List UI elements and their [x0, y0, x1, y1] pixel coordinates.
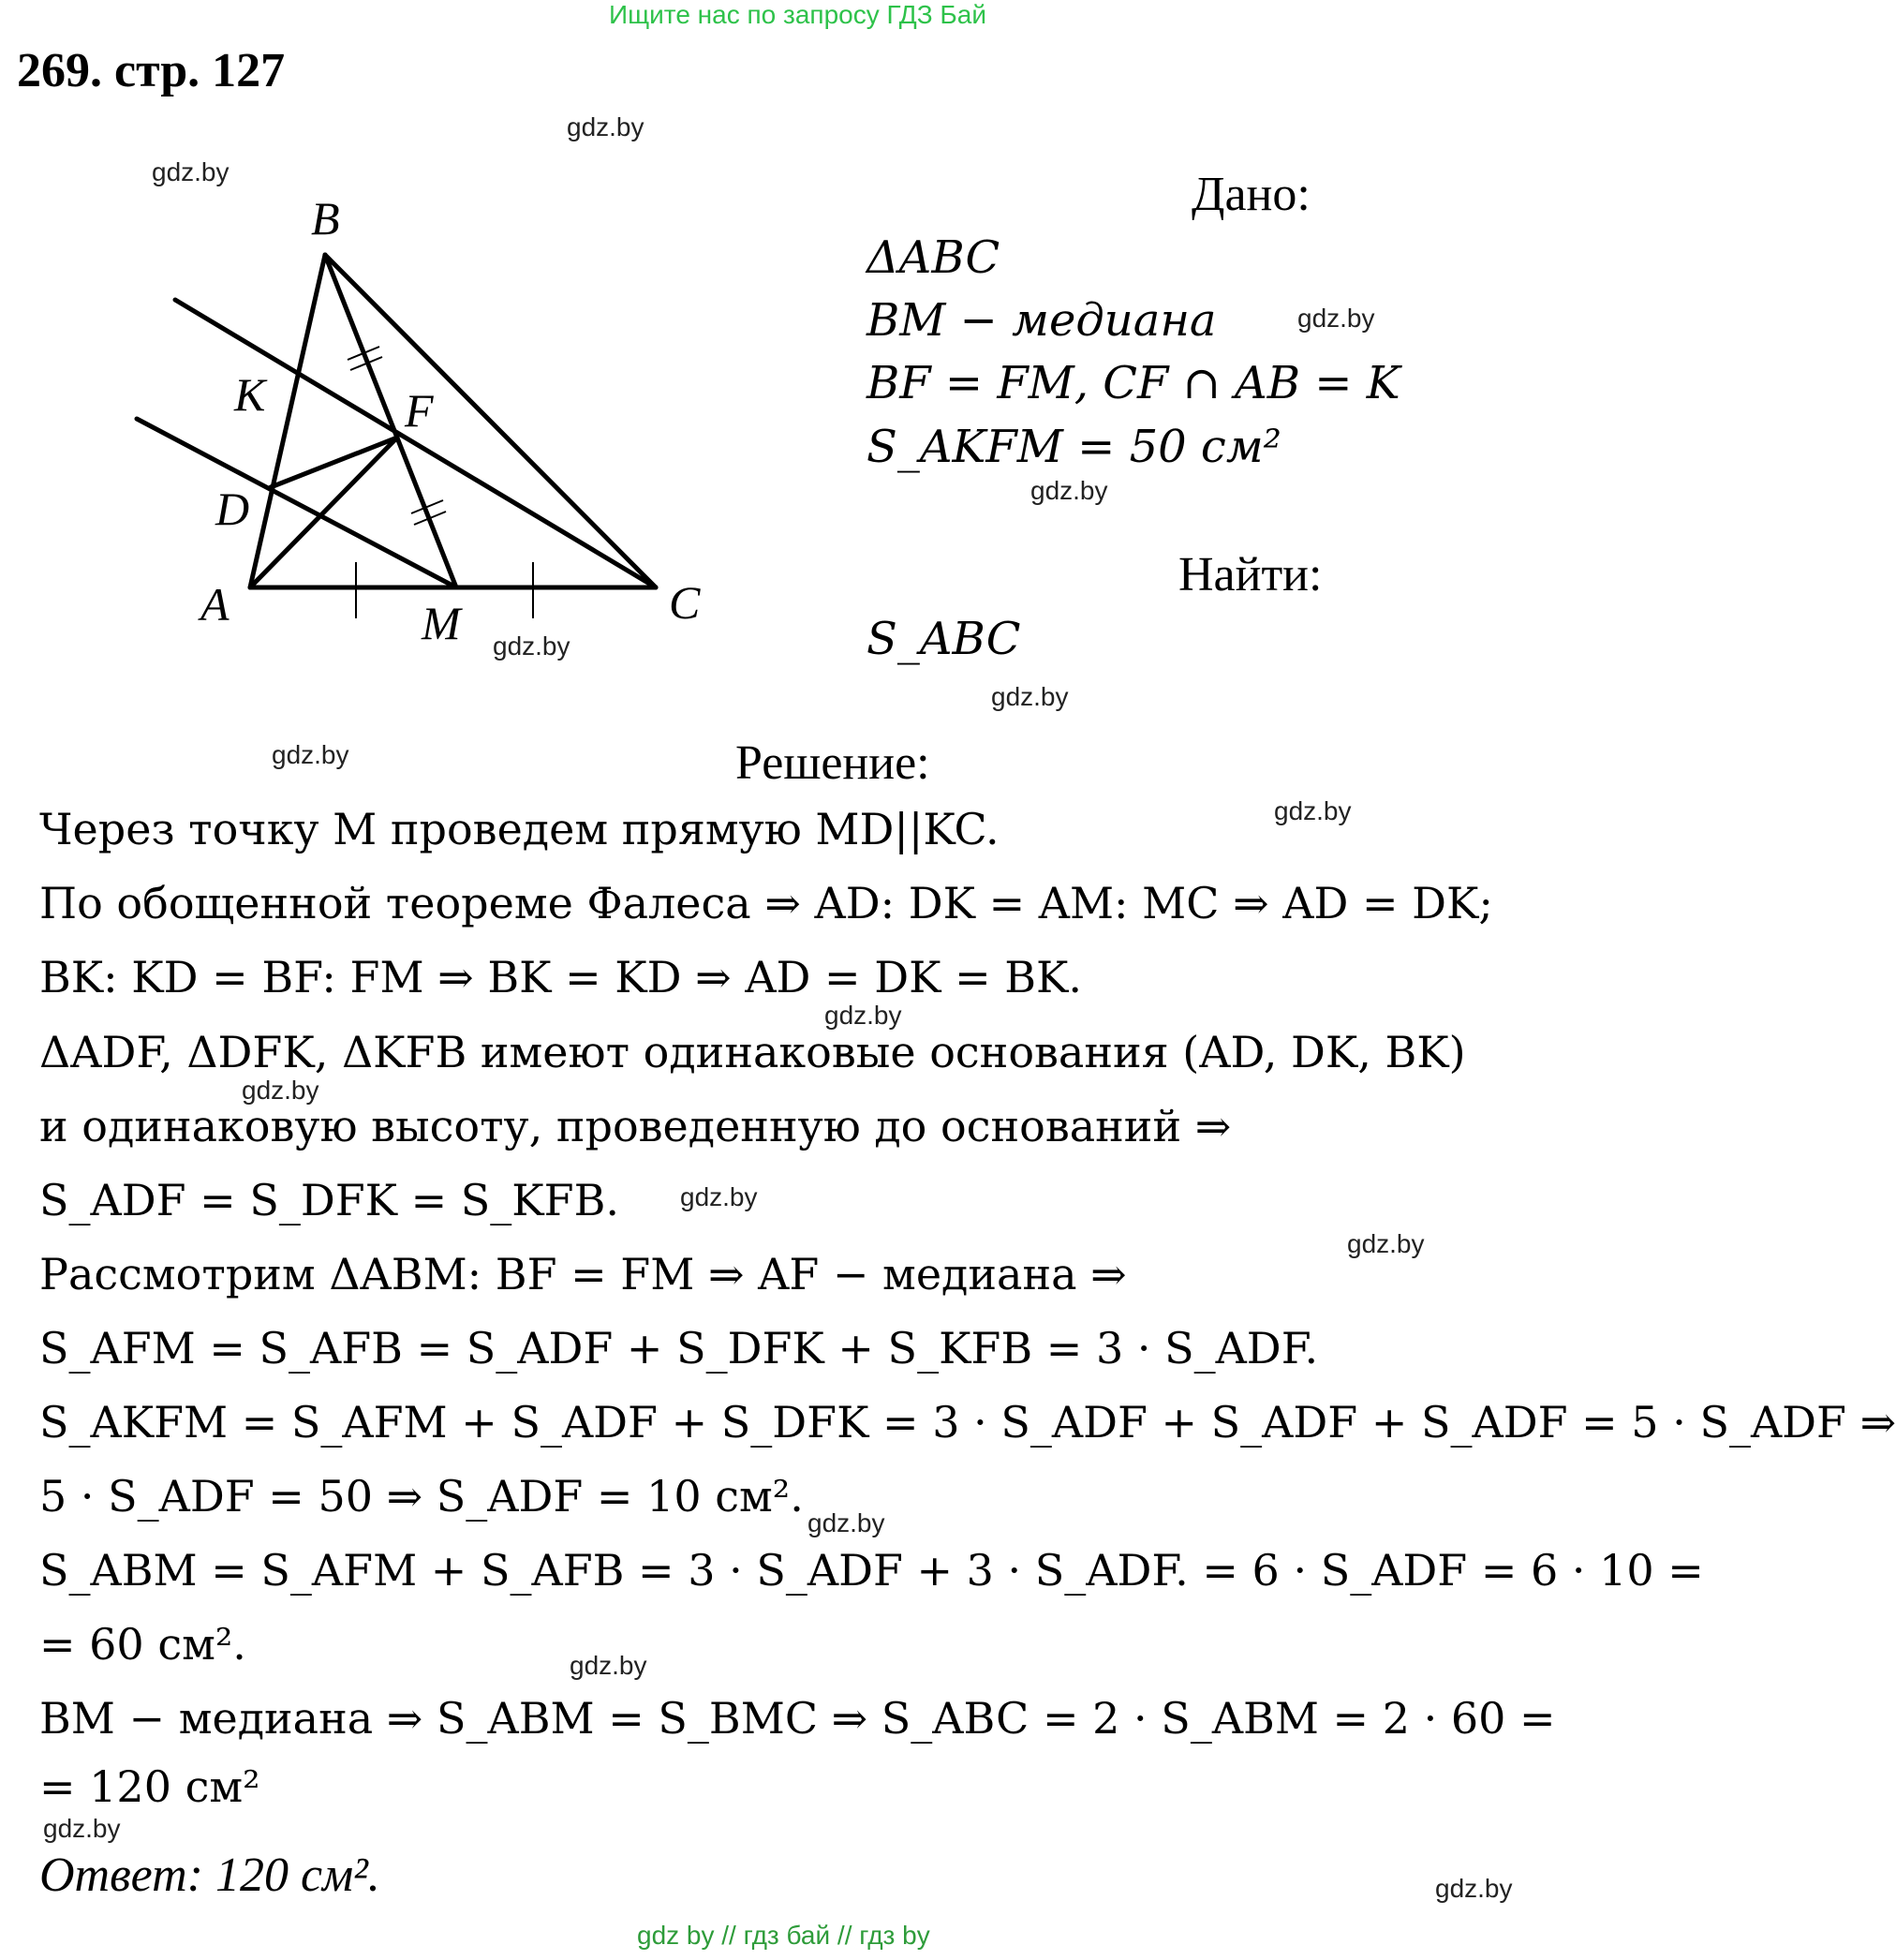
- solution-line: S_ADF = S_DFK = S_KFB.: [39, 1175, 620, 1225]
- footer-links[interactable]: gdz by // гдз бай // гдз by: [637, 1921, 930, 1950]
- solution-line: BK: KD = BF: FM ⇒ BK = KD ⇒ AD = DK = BK.: [39, 952, 1083, 1002]
- watermark: gdz.by: [1297, 304, 1375, 333]
- solution-line: = 60 см².: [39, 1619, 246, 1670]
- label-point-c: C: [669, 576, 701, 629]
- solution-line: S_AFM = S_AFB = S_ADF + S_DFK + S_KFB = 3 · S_ADF.: [39, 1323, 1319, 1373]
- watermark: gdz.by: [1347, 1229, 1425, 1258]
- given-line: S_AKFM = 50 см²: [867, 421, 1281, 473]
- solution-title: Решение:: [735, 736, 930, 790]
- watermark: gdz.by: [570, 1651, 647, 1680]
- segment-df: [271, 438, 397, 487]
- watermark: gdz.by: [1030, 476, 1108, 505]
- label-point-d: D: [215, 483, 250, 535]
- solution-line: и одинаковую высоту, проведенную до оснований ⇒: [39, 1101, 1232, 1151]
- watermark: gdz.by: [991, 682, 1069, 711]
- find-title: Найти:: [1178, 548, 1323, 601]
- solution-line: BM − медиана ⇒ S_ABM = S_BMC ⇒ S_ABC = 2 · S_ABM = 2 · 60 =: [39, 1693, 1556, 1744]
- watermark: gdz.by: [43, 1814, 121, 1843]
- watermark: gdz.by: [493, 631, 570, 661]
- search-banner: Ищите нас по запросу ГДЗ Бай: [609, 0, 987, 29]
- watermark: gdz.by: [680, 1182, 758, 1211]
- watermark: gdz.by: [242, 1076, 319, 1105]
- solution-line: Через точку M проведем прямую MD||KC.: [39, 804, 1000, 854]
- given-line: BM − медиана: [867, 294, 1217, 347]
- watermark: gdz.by: [152, 157, 230, 186]
- given-line: BF = FM, CF ∩ AB = K: [867, 357, 1400, 409]
- label-point-a: A: [200, 578, 230, 631]
- answer: Ответ: 120 см².: [39, 1849, 380, 1902]
- side-ab: [250, 255, 325, 587]
- segment-af: [250, 438, 397, 587]
- watermark: gdz.by: [1435, 1874, 1513, 1903]
- solution-line: S_AKFM = S_AFM + S_ADF + S_DFK = 3 · S_ADF + S_ADF + S_ADF = 5 · S_ADF ⇒: [39, 1397, 1896, 1448]
- watermark: gdz.by: [824, 1001, 902, 1030]
- label-point-m: M: [422, 597, 461, 649]
- solution-line: ΔADF, ΔDFK, ΔKFB имеют одинаковые основания (AD, DK, BK): [39, 1027, 1466, 1077]
- solution-line: По обощенной теореме Фалеса ⇒ AD: DK = AM: MC ⇒ AD = DK;: [39, 878, 1493, 928]
- label-point-f: F: [405, 384, 434, 437]
- page-title: 269. стр. 127: [17, 44, 286, 97]
- line-md: [137, 419, 456, 587]
- triangle-figure: [122, 183, 721, 651]
- given-title: Дано:: [1192, 168, 1311, 221]
- label-point-k: K: [234, 368, 266, 421]
- solution-line: 5 · S_ADF = 50 ⇒ S_ADF = 10 см².: [39, 1471, 804, 1522]
- watermark: gdz.by: [1274, 796, 1352, 825]
- label-point-b: B: [311, 192, 340, 245]
- solution-line: Рассмотрим ΔABM: BF = FM ⇒ AF − медиана ⇒: [39, 1249, 1127, 1299]
- watermark: gdz.by: [272, 740, 349, 769]
- median-bm: [325, 255, 456, 587]
- watermark: gdz.by: [567, 112, 644, 141]
- solution-line: S_ABM = S_AFM + S_AFB = 3 · S_ADF + 3 · S_ADF. = 6 · S_ADF = 6 · 10 =: [39, 1545, 1704, 1596]
- find-value: S_ABC: [867, 613, 1021, 665]
- solution-line: = 120 см²: [39, 1761, 260, 1812]
- given-line: ΔABC: [867, 231, 1000, 284]
- watermark: gdz.by: [807, 1508, 885, 1537]
